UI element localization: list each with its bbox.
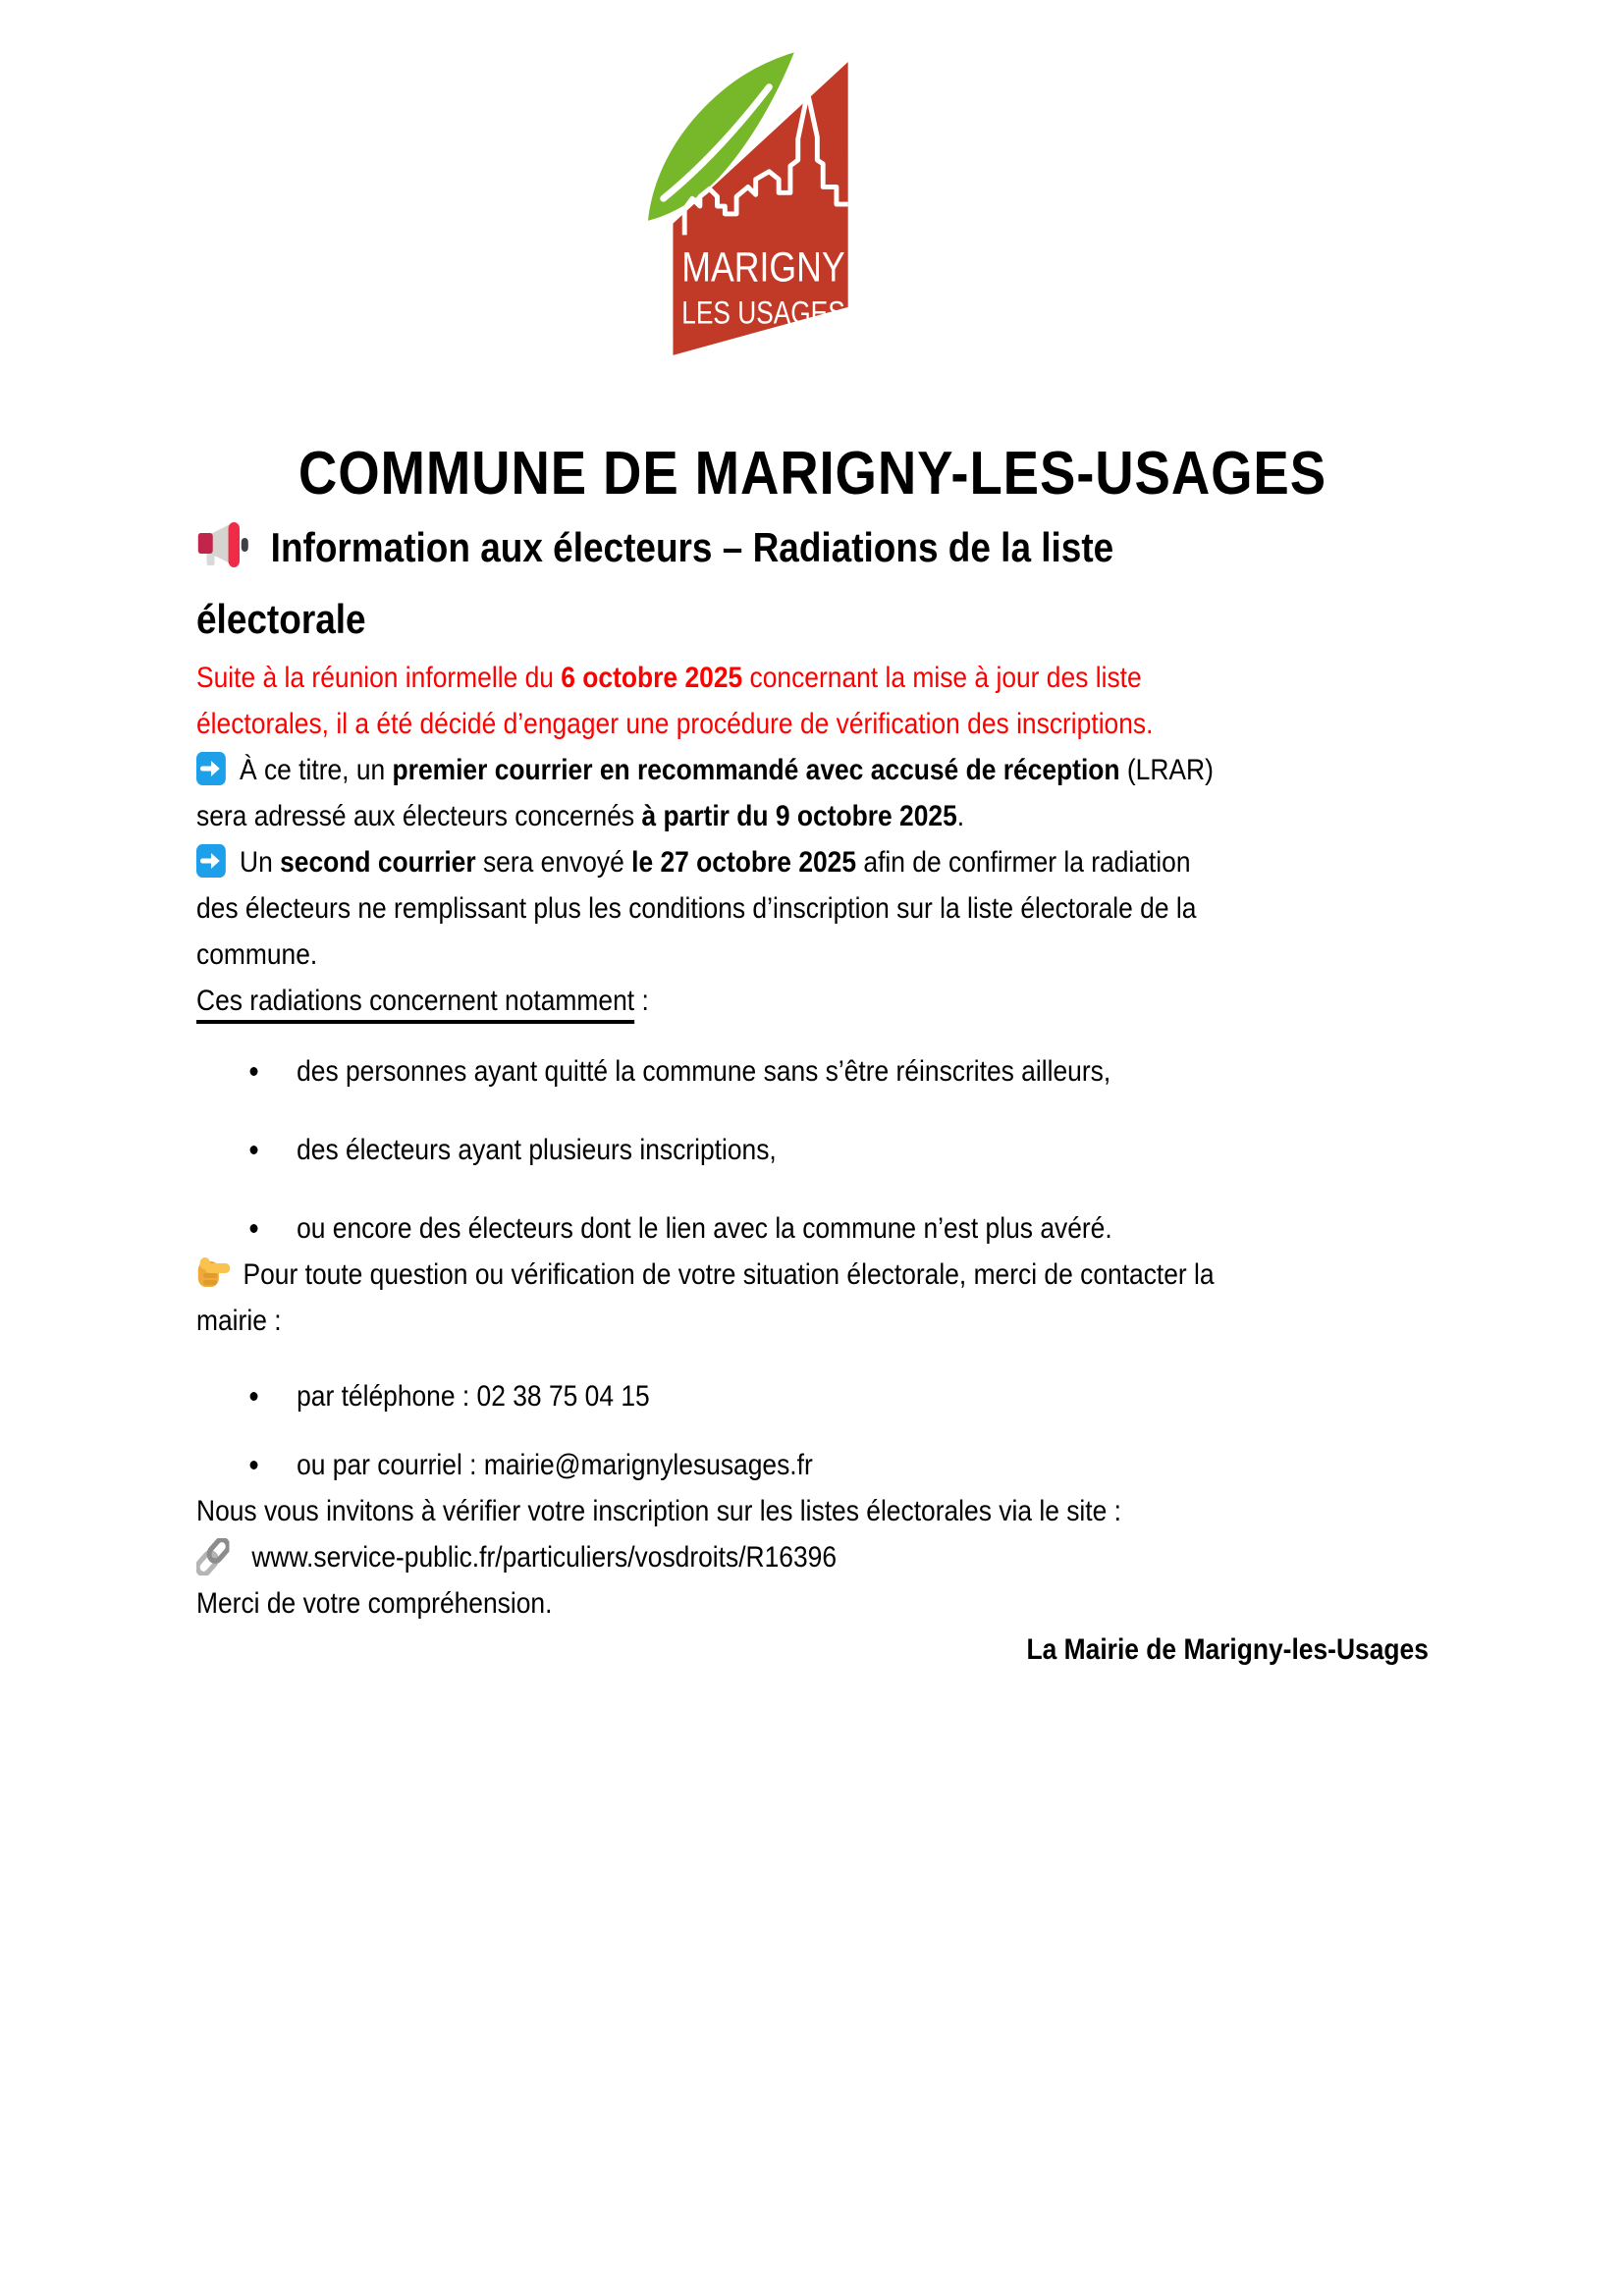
page-title: COMMUNE DE MARIGNY-LES-USAGES (298, 440, 1326, 507)
document-content (196, 0, 1429, 1673)
list-item: des personnes ayant quitté la commune sans s’être réinscrites ailleurs, (196, 1048, 1429, 1095)
megaphone-icon (196, 522, 251, 567)
site-link[interactable]: www.service-public.fr/particuliers/vosdroits/R16396 (251, 1541, 838, 1574)
second-letter-paragraph: Un second courrier sera envoyé le 27 octobre 2025 afin de confirmer la radiation des électeurs ne remplissant plus les conditions d’inscription sur la liste électorale de la commune. (196, 846, 1197, 971)
radiations-list (196, 1048, 1429, 1252)
list-item-email: ou par courriel : mairie@marignylesusages.fr (196, 1442, 1429, 1488)
logo-text-line2: LES USAGES (681, 294, 845, 331)
contact-paragraph: Pour toute question ou vérification de votre situation électorale, merci de contacter la mairie : (196, 1252, 1429, 1344)
heading-text-line2: électorale (196, 596, 366, 642)
contact-list (196, 1373, 1429, 1488)
arrow-right-icon (196, 752, 226, 785)
link-icon (196, 1538, 229, 1575)
logo-text-line1: MARIGNY (681, 243, 845, 292)
list-item-phone: par téléphone : 02 38 75 04 15 (196, 1373, 1429, 1419)
verify-line: Nous vous invitons à vérifier votre inscription sur les listes électorales via le site : (196, 1495, 1121, 1527)
signature-line: La Mairie de Marigny-les-Usages (1026, 1633, 1429, 1666)
site-link-line (196, 1534, 1429, 1580)
intro-paragraph: Suite à la réunion informelle du 6 octobre 2025 concernant la mise à jour des liste électorales, il a été décidé d’engager une procédure de vérification des inscriptions. (196, 662, 1154, 740)
thanks-line: Merci de votre compréhension. (196, 1587, 553, 1620)
arrow-right-icon (196, 844, 226, 878)
heading-text: Information aux électeurs – Radiations de la liste (270, 524, 1114, 570)
first-letter-paragraph: À ce titre, un premier courrier en recommandé avec accusé de réception (LRAR) sera adressé aux électeurs concernés à partir du 9 octobre 2025. (196, 754, 1214, 832)
radiations-heading: Ces radiations concernent notamment : (196, 978, 1429, 1024)
notice-heading (196, 511, 1429, 655)
list-item: ou encore des électeurs dont le lien avec la commune n’est plus avéré. (196, 1205, 1429, 1252)
list-item: des électeurs ayant plusieurs inscriptions, (196, 1127, 1429, 1173)
pointing-hand-icon (196, 1255, 231, 1289)
